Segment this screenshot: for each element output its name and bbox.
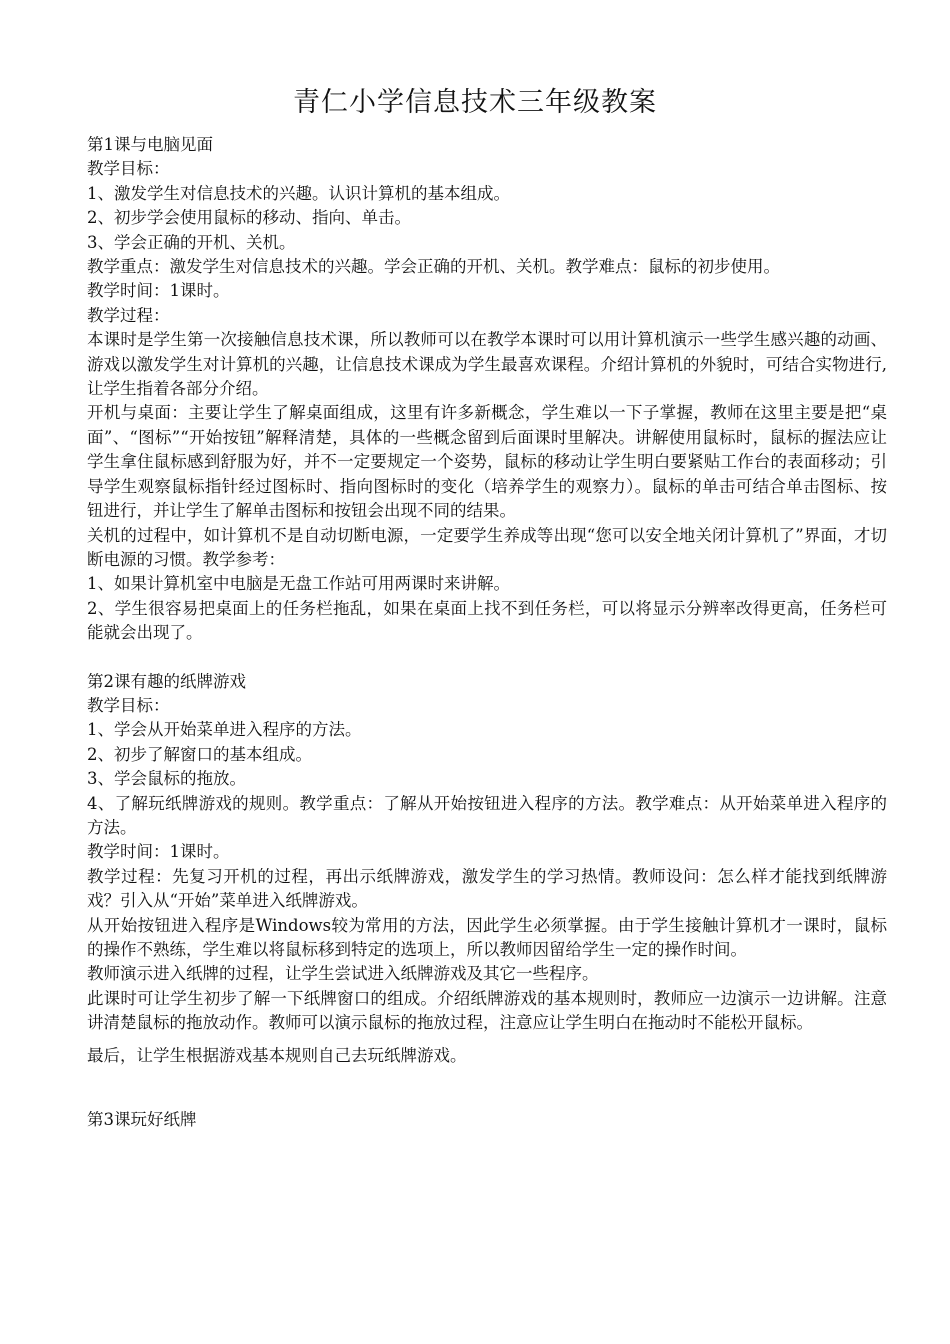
lesson-1-goal-2: 2、初步学会使用鼠标的移动、指向、单击。 xyxy=(87,208,411,228)
paragraph-spacer xyxy=(87,1036,887,1044)
lesson-2-paragraph-3: 此课时可让学生初步了解一下纸牌窗口的组成。介绍纸牌游戏的基本规则时，教师应一边演示一边讲解。注意讲清楚鼠标的拖放动作。教师可以演示鼠标的拖放过程，注意应让学生明白在拖动时不能松开鼠标。 xyxy=(87,988,887,1033)
lesson-1-goal-3: 3、学会正确的开机、关机。 xyxy=(87,232,296,252)
lesson-2-paragraph-1: 从开始按钮进入程序是Windows较为常用的方法，因此学生必须掌握。由于学生接触计算机才一课时，鼠标的操作不熟练，学生难以将鼠标移到特定的选项上，所以教师因留给学生一定的操作时间。 xyxy=(87,915,887,959)
lesson-1-paragraph-3: 关机的过程中，如计算机不是自动切断电源，一定要学生养成等出现“您可以安全地关闭计算机了”界面，才切断电源的习惯。教学参考： xyxy=(87,525,887,569)
lesson-1-key-points: 教学重点：激发学生对信息技术的兴趣。学会正确的开机、关机。教学难点：鼠标的初步使用。 xyxy=(87,257,780,277)
lesson-2-goal-label: 教学目标： xyxy=(87,695,170,715)
lesson-1-section xyxy=(87,133,887,646)
document-title: 青仁小学信息技术三年级教案 xyxy=(293,87,657,118)
lesson-2-paragraph-4: 最后，让学生根据游戏基本规则自己去玩纸牌游戏。 xyxy=(87,1045,467,1065)
lesson-2-time: 教学时间：1课时。 xyxy=(87,842,230,862)
lesson-2-heading: 第2课有趣的纸牌游戏 xyxy=(87,671,246,691)
document-body xyxy=(87,133,887,1132)
lesson-3-section xyxy=(87,1108,887,1132)
lesson-1-goal-1: 1、激发学生对信息技术的兴趣。认识计算机的基本组成。 xyxy=(87,183,510,203)
lesson-2-process: 教学过程：先复习开机的过程，再出示纸牌游戏，激发学生的学习热情。教师设问：怎么样才能找到纸牌游戏？引入从“开始”菜单进入纸牌游戏。 xyxy=(87,866,887,911)
lesson-2-goal-1: 1、学会从开始菜单进入程序的方法。 xyxy=(87,720,362,740)
section-spacer xyxy=(87,1068,887,1108)
lesson-2-section xyxy=(87,670,887,1069)
lesson-1-reference-1: 1、如果计算机室中电脑是无盘工作站可用两课时来讲解。 xyxy=(87,574,510,594)
lesson-1-paragraph-1: 本课时是学生第一次接触信息技术课，所以教师可以在教学本课时可以用计算机演示一些学生感兴趣的动画、游戏以激发学生对计算机的兴趣，让信息技术课成为学生最喜欢课程。介绍计算机的外貌时，可结合实物进行,让学生指着各部分介绍。 xyxy=(87,330,887,399)
lesson-1-heading: 第1课与电脑见面 xyxy=(87,135,213,154)
lesson-1-time: 教学时间：1课时。 xyxy=(87,281,230,301)
lesson-1-paragraph-2: 开机与桌面：主要让学生了解桌面组成，这里有许多新概念，学生难以一下子掌握，教师在这里主要是把“桌面”、“图标”“开始按钮”解释清楚，具体的一些概念留到后面课时里解决。讲解使用鼠标时，鼠标的握法应让学生拿住鼠标感到舒服为好，并不一定要规定一个姿势，鼠标的移动让学生明白要紧贴工作台的表面移动；引导学生观察鼠标指针经过图标时、指向图标时的变化（培养学生的观察力）。鼠标的单击可结合单击图标、按钮进行，并让学生了解单击图标和按钮会出现不同的结果。 xyxy=(87,403,887,521)
lesson-2-paragraph-2: 教师演示进入纸牌的过程，让学生尝试进入纸牌游戏及其它一些程序。 xyxy=(87,964,599,984)
section-spacer xyxy=(87,646,887,670)
lesson-2-goal-2: 2、初步了解窗口的基本组成。 xyxy=(87,744,312,764)
lesson-3-heading: 第3课玩好纸牌 xyxy=(87,1110,197,1130)
lesson-1-goal-label: 教学目标： xyxy=(87,159,170,179)
lesson-1-process-label: 教学过程： xyxy=(87,305,170,325)
lesson-2-goal-4: 4、了解玩纸牌游戏的规则。教学重点：了解从开始按钮进入程序的方法。教学难点：从开始菜单进入程序的方法。 xyxy=(87,793,887,837)
lesson-2-goal-3: 3、学会鼠标的拖放。 xyxy=(87,769,246,789)
lesson-1-reference-2: 2、学生很容易把桌面上的任务栏拖乱，如果在桌面上找不到任务栏，可以将显示分辨率改得更高，任务栏可能就会出现了。 xyxy=(87,598,887,643)
